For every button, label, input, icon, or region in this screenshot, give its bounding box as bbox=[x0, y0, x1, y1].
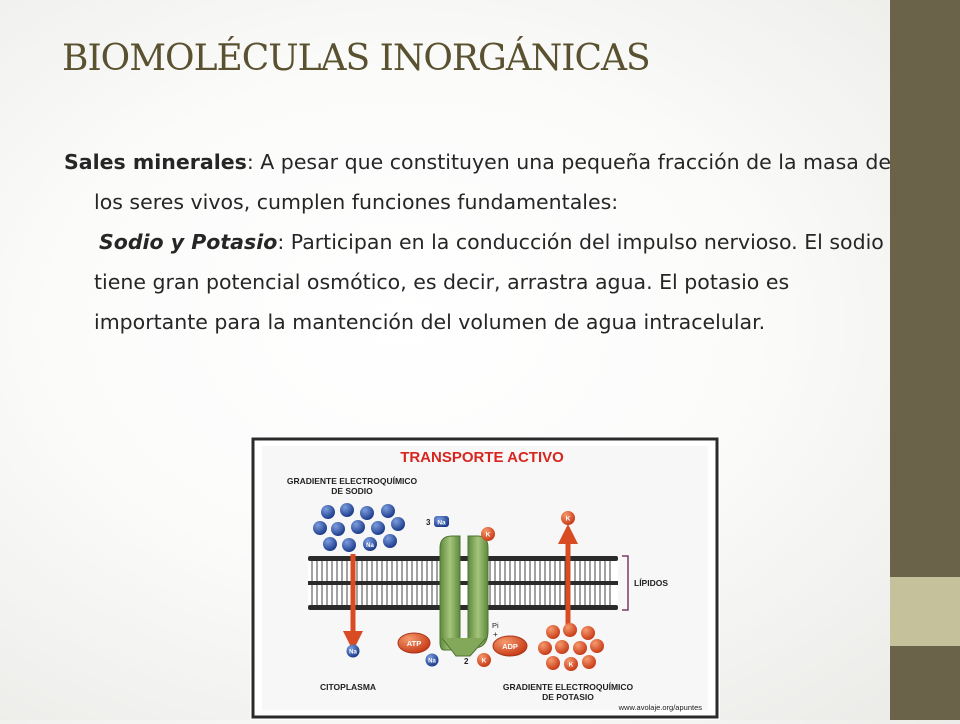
paragraph-sales-minerales-text: : A pesar que constituyen una pequeña fracción de la masa de los seres vivos, cumplen funciones fundamentales: bbox=[94, 150, 891, 214]
k-ion-pump-bottom-label: K bbox=[481, 657, 487, 665]
slide-body bbox=[64, 142, 904, 342]
plus-label: + bbox=[493, 630, 498, 639]
na-label-extracellular: Na bbox=[366, 543, 374, 549]
na-ion-pump-label: Na bbox=[437, 519, 446, 527]
side-decoration-accent bbox=[890, 577, 960, 646]
pi-label: Pi bbox=[492, 621, 499, 630]
k-ion-extracellular-label: K bbox=[565, 515, 571, 523]
label-gradient-na-line1: GRADIENTE ELECTROQUÍMICO bbox=[286, 476, 418, 486]
paragraph-sales-minerales bbox=[64, 142, 904, 222]
na-ion-released-label: Na bbox=[428, 658, 436, 665]
source-credit: www.avolaje.org/apuntes bbox=[618, 703, 702, 712]
adp-label: ADP bbox=[502, 642, 518, 651]
k-label-intracellular: K bbox=[568, 661, 574, 669]
transport-diagram-svg bbox=[250, 436, 720, 720]
term-sodio-potasio: Sodio y Potasio bbox=[99, 230, 278, 254]
transport-diagram bbox=[250, 436, 720, 720]
diagram-title: TRANSPORTE ACTIVO bbox=[400, 449, 564, 466]
label-gradient-k-line1: GRADIENTE ELECTROQUÍMICO bbox=[502, 682, 634, 692]
label-lipidos: LÍPIDOS bbox=[634, 578, 669, 588]
paragraph-sodio-potasio-text: : Participan en la conducción del impulso nervioso. El sodio tiene gran potencial osmótico, es decir, arrastra agua. El potasio es importante para la mantención del volumen de agua intracelular. bbox=[94, 230, 884, 334]
label-gradient-na-line2: DE SODIO bbox=[331, 486, 373, 496]
paragraph-sodio-potasio bbox=[64, 222, 904, 342]
atp-label: ATP bbox=[406, 639, 422, 648]
label-gradient-k-line2: DE POTASIO bbox=[542, 692, 594, 702]
label-citoplasma: CITOPLASMA bbox=[320, 682, 377, 692]
label-three: 3 bbox=[426, 518, 431, 527]
slide-title: BIOMOLÉCULAS INORGÁNICAS bbox=[62, 38, 650, 79]
label-two: 2 bbox=[464, 657, 469, 666]
k-ion-pump-top-label: K bbox=[485, 531, 491, 539]
na-ion-cytoplasm-left-label: Na bbox=[349, 649, 357, 656]
term-sales-minerales: Sales minerales bbox=[64, 150, 247, 174]
